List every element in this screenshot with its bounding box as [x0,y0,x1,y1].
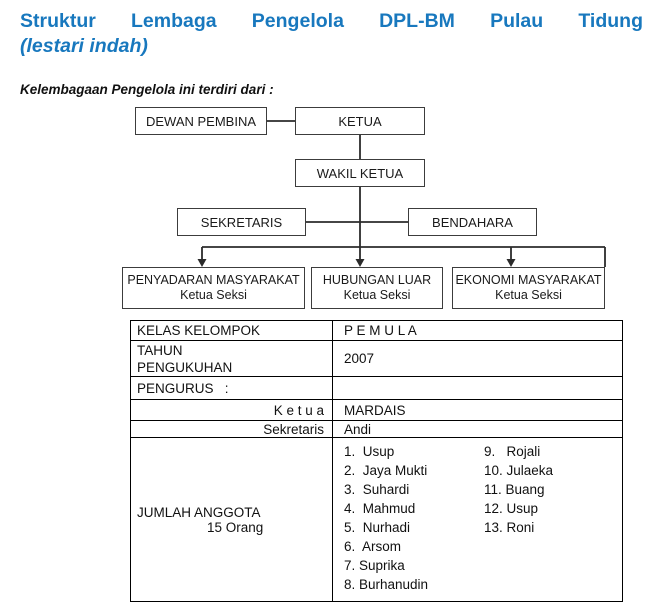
org-box-label: KETUA [338,113,382,129]
table-row-pengurus [131,377,623,400]
row-label [131,438,333,602]
row-label-line2: PENGUKUHAN [137,359,233,375]
row-label-line1: TAHUN [137,342,183,358]
jumlah-anggota-count: 15 Orang [207,519,264,535]
table-row-kelas-kelompok [131,321,623,341]
org-box-sekretaris [177,208,306,236]
org-box-ketua [295,107,425,135]
row-value: P E M U L A [333,321,623,341]
org-box-sublabel: Ketua Seksi [495,288,562,302]
table-row-sekretaris [131,421,623,438]
row-label: K e t u a [131,400,333,421]
row-label: KELAS KELOMPOK [131,321,333,341]
title-word: Lembaga [131,10,217,32]
row-value: 2007 [333,341,623,377]
org-box-label: WAKIL KETUA [316,165,404,181]
member-item: 4. Mahmud [344,501,416,516]
members-list [344,442,622,594]
org-box-bendahara [408,208,537,236]
title-word: Pulau [490,10,544,32]
org-box-label: PENYADARAN MASYARAKAT [127,273,300,287]
members-column-1 [344,442,484,594]
org-box-wakil-ketua [295,159,425,187]
title-word: Tidung [578,10,643,32]
table-row-ketua [131,400,623,421]
member-item: 2. Jaya Mukti [344,463,428,478]
member-item: 8. Burhanudin [344,577,429,592]
group-info-table [130,320,623,602]
members-list-cell [333,438,623,602]
org-box-label: HUBUNGAN LUAR [322,273,432,287]
member-item: 12. Usup [484,501,539,516]
member-item: 7. Suprika [344,558,405,573]
member-item: 6. Arsom [344,539,402,554]
org-box-sublabel: Ketua Seksi [343,288,411,302]
member-item: 13. Roni [484,520,535,535]
row-label: PENGURUS : [131,377,333,400]
org-box-label: SEKRETARIS [200,214,283,230]
org-box-dewan-pembina [135,107,267,135]
org-box-sublabel: Ketua Seksi [180,288,247,302]
arrowheads [198,259,516,267]
org-box-ekonomi-masyarakat [452,267,605,309]
member-item: 9. Rojali [484,444,541,459]
row-label [131,341,333,377]
row-value [333,377,623,400]
member-item: 5. Nurhadi [344,520,411,535]
title-word: DPL-BM [379,10,455,32]
page-title-line2: (lestari indah) [20,35,148,57]
page-title-line1 [20,10,643,33]
org-box-label: BENDAHARA [432,214,513,230]
page-title [20,10,643,58]
table-row-tahun-pengukuhan [131,341,623,377]
title-word: Pengelola [251,10,344,32]
org-box-hubungan-luar [311,267,443,309]
member-item: 11. Buang [484,482,545,497]
members-column-2 [484,442,553,594]
org-box-label: DEWAN PEMBINA [145,113,257,129]
row-label: Sekretaris [131,421,333,438]
row-value: MARDAIS [333,400,623,421]
intro-text: Kelembagaan Pengelola ini terdiri dari : [20,82,274,97]
member-item: 10. Julaeka [484,463,554,478]
org-box-label: EKONOMI MASYARAKAT [455,273,602,287]
title-word: Struktur [20,10,96,32]
org-box-penyadaran-masyarakat [122,267,305,309]
jumlah-anggota-label: JUMLAH ANGGOTA [137,504,261,520]
member-item: 3. Suhardi [344,482,410,497]
table-row-jumlah-anggota [131,438,623,602]
member-item: 1. Usup [344,444,395,459]
row-value: Andi [333,421,623,438]
